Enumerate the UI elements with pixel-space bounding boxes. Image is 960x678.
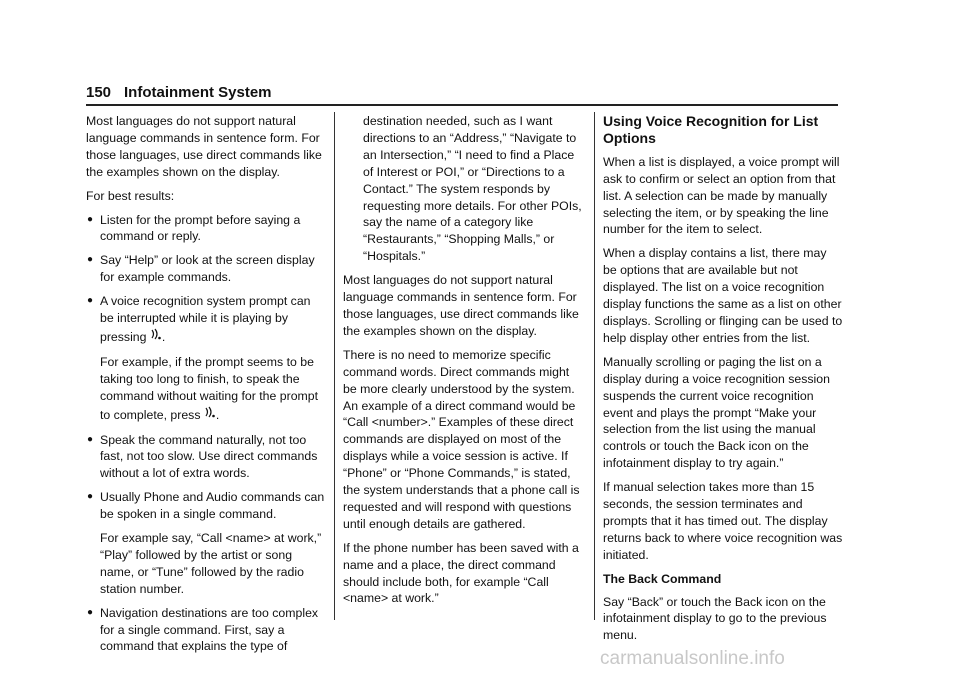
bullet-item: [86, 432, 326, 483]
bullet-icon: ●: [87, 213, 94, 225]
bullet-text: Listen for the prompt before saying a command or reply.: [100, 212, 301, 244]
bullet-icon: ●: [87, 433, 94, 445]
page-number: 150: [86, 84, 112, 101]
bullet-continuation: destination needed, such as I want directions to an “Address,” “Navigate to an Intersection,” “I need to find a Place of Interest or POI,” or “Directions to a Contact.” The system responds by requesting more details. For other POIs, say the name of a category like “Restaurants,” “Shopping Malls,” or “Hospitals.”: [363, 114, 582, 264]
bullet-text: Navigation destinations are too complex for a single command. First, say a command that explains the type of: [100, 605, 319, 654]
bullet-item: [86, 293, 326, 347]
bullet-item: [86, 212, 326, 246]
paragraph: When a display contains a list, there may be options that are available but not displayed. The list on a voice recognition display functions the same as a list on other displays. Scrolling or flinging can be used to help display other entries from the list.: [603, 246, 843, 345]
column-right: [603, 113, 843, 651]
paragraph: Most languages do not support natural language commands in sentence form. For those languages, use direct commands like the examples shown on the display.: [343, 273, 579, 338]
page-header: [86, 84, 837, 106]
paragraph: If the phone number has been saved with a name and a place, the direct command should include both, for example “Call <name> at work.”: [343, 540, 579, 606]
bullet-text: Speak the command naturally, not too fast, not too slow. Use direct commands without a lot of extra words.: [100, 432, 318, 481]
bullet-item: [86, 489, 326, 523]
bullet-icon: ●: [87, 606, 94, 618]
bullet-icon: ●: [87, 491, 94, 503]
paragraph: For best results:: [86, 188, 175, 203]
paragraph: There is no need to memorize specific command words. Direct commands might be more clearly understood by the system. An example of a direct command would be “Call <number>.” Examples of these direct commands are displayed on most of the displays while a voice session is active. If “Phone” or “Phone Commands,” is stated, the system understands that a phone call is requested and will respond with questions until enough details are gathered.: [343, 347, 580, 531]
bullet-detail: [86, 354, 326, 425]
bullet-item: [86, 252, 326, 286]
bullet-detail-end: .: [215, 407, 220, 422]
push-to-talk-icon: [204, 405, 216, 425]
bullet-item: [86, 605, 326, 656]
column-middle: [343, 113, 586, 614]
bullet-detail-text: For example, if the prompt seems to be taking too long to finish, to speak the command without waiting for the prompt to complete, press: [100, 354, 319, 422]
subsection-heading: The Back Command: [603, 571, 722, 586]
paragraph: Most languages do not support natural language commands in sentence form. For those languages, use direct commands like the examples shown on the display.: [86, 114, 322, 179]
watermark: carmanualsonline.info: [600, 648, 785, 669]
bullet-text: A voice recognition system prompt can be interrupted while it is playing by pressing: [100, 294, 311, 344]
header-divider: [86, 104, 838, 106]
bullet-text: Usually Phone and Audio commands can be spoken in a single command.: [100, 490, 325, 522]
bullet-text: Say “Help” or look at the screen display for example commands.: [100, 253, 315, 285]
bullet-icon: ●: [87, 295, 94, 307]
bullet-text-end: .: [161, 329, 166, 344]
paragraph: Say “Back” or touch the Back icon on the infotainment display to go to the previous menu.: [603, 594, 827, 643]
paragraph: When a list is displayed, a voice prompt will ask to confirm or select an option from that list. A selection can be made by manually selecting the item, or by speaking the line number for the item to select.: [603, 154, 840, 237]
column-divider-1: [334, 112, 335, 620]
column-divider-2: [594, 112, 595, 620]
column-left: [86, 113, 326, 662]
paragraph: If manual selection takes more than 15 seconds, the session terminates and prompts that it has timed out. The display returns back to where voice recognition was initiated.: [603, 480, 843, 562]
section-title: Infotainment System: [124, 84, 272, 101]
push-to-talk-icon: [150, 327, 162, 347]
bullet-icon: ●: [87, 254, 94, 266]
section-heading: Using Voice Recognition for List Options: [603, 113, 819, 146]
paragraph: Manually scrolling or paging the list on a display during a voice recognition session suspends the current voice recognition event and plays the prompt “Make your selection from the list using the manual controls or touch the Back icon on the infotainment display to try again.”: [603, 354, 830, 471]
bullet-detail: For example say, “Call <name> at work,” “Play” followed by the artist or song name, or “Tune” followed by the radio station number.: [100, 531, 322, 596]
